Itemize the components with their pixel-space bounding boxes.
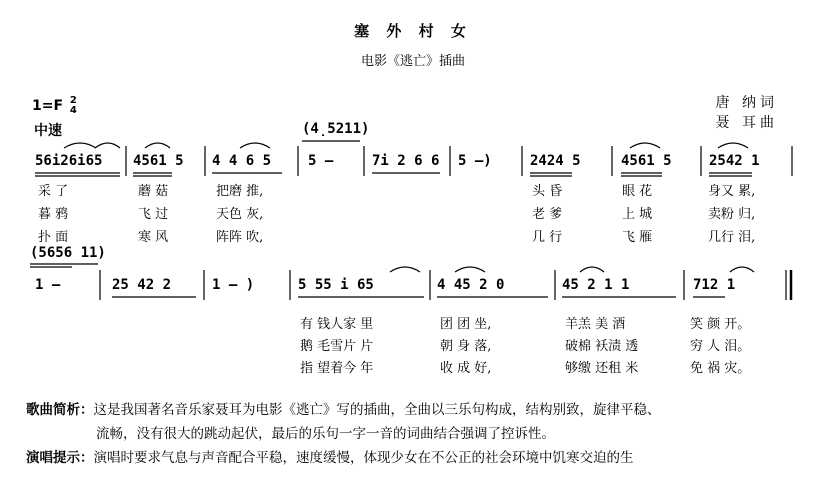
row1-measure-6: 5 –) xyxy=(458,153,492,169)
slur xyxy=(718,143,748,148)
row1-lyric-v3-a: 扑 面 xyxy=(38,230,69,245)
slur xyxy=(390,267,420,272)
song-title: 塞 外 村 女 xyxy=(354,22,472,40)
row1-lyric-v2-f: 卖粉 归, xyxy=(708,207,756,222)
slur xyxy=(630,143,660,148)
row2-measure-7: 712 1 xyxy=(693,277,736,293)
row1-measure-2: 4561 5 xyxy=(133,153,184,169)
row2-measure-3: 1 – ) xyxy=(212,277,255,293)
row2-measure-4: 5 55 i 65 xyxy=(298,277,374,293)
row1-lyric-v3-d: 几 行 xyxy=(532,230,563,245)
row2-measure-6: 45 2 1 1 xyxy=(562,277,630,293)
row2-intro-bracket: (5656 11) xyxy=(30,245,106,261)
row1-lyric-v3-b: 寒 风 xyxy=(138,230,169,245)
row2-lyric-v1-a: 有 钱人家 里 xyxy=(300,317,374,332)
row2-lyric-v3-a: 指 望着今 年 xyxy=(300,361,374,376)
row1-lyric-v3-e: 飞 雁 xyxy=(622,230,653,245)
row1-lyric-v2-a: 暮 鸦 xyxy=(38,207,69,222)
row2-measure-1: 1 – xyxy=(35,277,61,293)
key-label: 1=F xyxy=(32,98,64,114)
row2-lyric-v2-d: 穷 人 泪。 xyxy=(690,339,751,354)
row1-lyric-v1-b: 蘑 菇 xyxy=(138,184,169,199)
slur xyxy=(95,143,120,148)
row1-lyric-v1-e: 眼 花 xyxy=(622,184,653,199)
row1-measure-7: 2424 5 xyxy=(530,153,581,169)
composer-credit: 聂 耳曲 xyxy=(715,115,778,131)
row1-lyric-v3-f: 几行 泪, xyxy=(708,230,756,245)
row1-lyric-v2-e: 上 城 xyxy=(622,207,653,222)
row1-measure-1: 56i26i65 xyxy=(35,153,103,169)
lyricist-credit: 唐 纳词 xyxy=(715,95,778,111)
row2-lyric-v2-b: 朝 身 落, xyxy=(440,339,492,354)
song-subtitle: 电影《逃亡》插曲 xyxy=(360,54,465,69)
row1-measure-4: 5 – xyxy=(308,153,334,169)
row2-lyric-v1-b: 团 团 坐, xyxy=(440,317,492,332)
slur xyxy=(145,143,170,148)
row2-lyric-v2-c: 破棉 袄渍 透 xyxy=(565,339,639,354)
row2-lyric-v1-d: 笑 颜 开。 xyxy=(690,317,751,332)
slur xyxy=(580,267,604,272)
analysis-label: 歌曲简析： xyxy=(26,402,94,418)
row2-lyric-v2-a: 鹅 毛雪片 片 xyxy=(300,339,374,354)
analysis-line-1: 这是我国著名音乐家聂耳为电影《逃亡》写的插曲，全曲以三乐句构成，结构别致，旋律平稳、 xyxy=(93,402,661,418)
row1-lyric-v1-f: 身又 累, xyxy=(708,184,756,199)
row1-lyric-v2-d: 老 爹 xyxy=(532,207,563,222)
row1-lyric-v1-a: 采 了 xyxy=(38,184,69,199)
row2-lyric-v3-c: 够缴 还租 米 xyxy=(565,361,639,376)
row1-lyric-v2-b: 飞 过 xyxy=(138,207,169,222)
row1-lyric-v3-c: 阵阵 吹, xyxy=(216,230,264,245)
slur xyxy=(240,143,270,148)
slur xyxy=(455,267,485,272)
time-denominator: 4 xyxy=(69,105,77,116)
row1-intro-bracket: (4̣5211) xyxy=(302,121,370,137)
row1-lyric-v1-d: 头 昏 xyxy=(532,184,563,199)
slur xyxy=(64,143,96,148)
row1-measure-3: 4 4 6 5 xyxy=(212,153,272,169)
row2-lyric-v3-b: 收 成 好, xyxy=(440,361,492,376)
row1-measure-5: 7i 2 6 6 xyxy=(372,153,440,169)
tips-label: 演唱提示： xyxy=(26,450,94,466)
analysis-line-2: 流畅，没有很大的跳动起伏，最后的乐句一字一音的词曲结合强调了控诉性。 xyxy=(96,426,555,442)
row2-lyric-v1-c: 羊羔 美 酒 xyxy=(565,317,626,332)
row2-lyric-v3-d: 免 祸 灾。 xyxy=(690,361,751,376)
row2-measure-5: 4 45 2 0 xyxy=(437,277,505,293)
slur xyxy=(730,267,754,272)
row1-measure-8: 4561 5 xyxy=(621,153,672,169)
row1-lyric-v2-c: 天色 灰, xyxy=(216,207,264,222)
row1-measure-9: 2542 1 xyxy=(709,153,760,169)
tips-line-1: 演唱时要求气息与声音配合平稳，速度缓慢，体现少女在不公正的社会环境中饥寒交迫的生 xyxy=(93,450,634,466)
row2-measure-2: 25 42 2 xyxy=(112,277,172,293)
tempo-marking: 中速 xyxy=(34,123,62,139)
row1-lyric-v1-c: 把磨 推, xyxy=(216,184,264,199)
time-numerator: 2 xyxy=(69,95,77,106)
